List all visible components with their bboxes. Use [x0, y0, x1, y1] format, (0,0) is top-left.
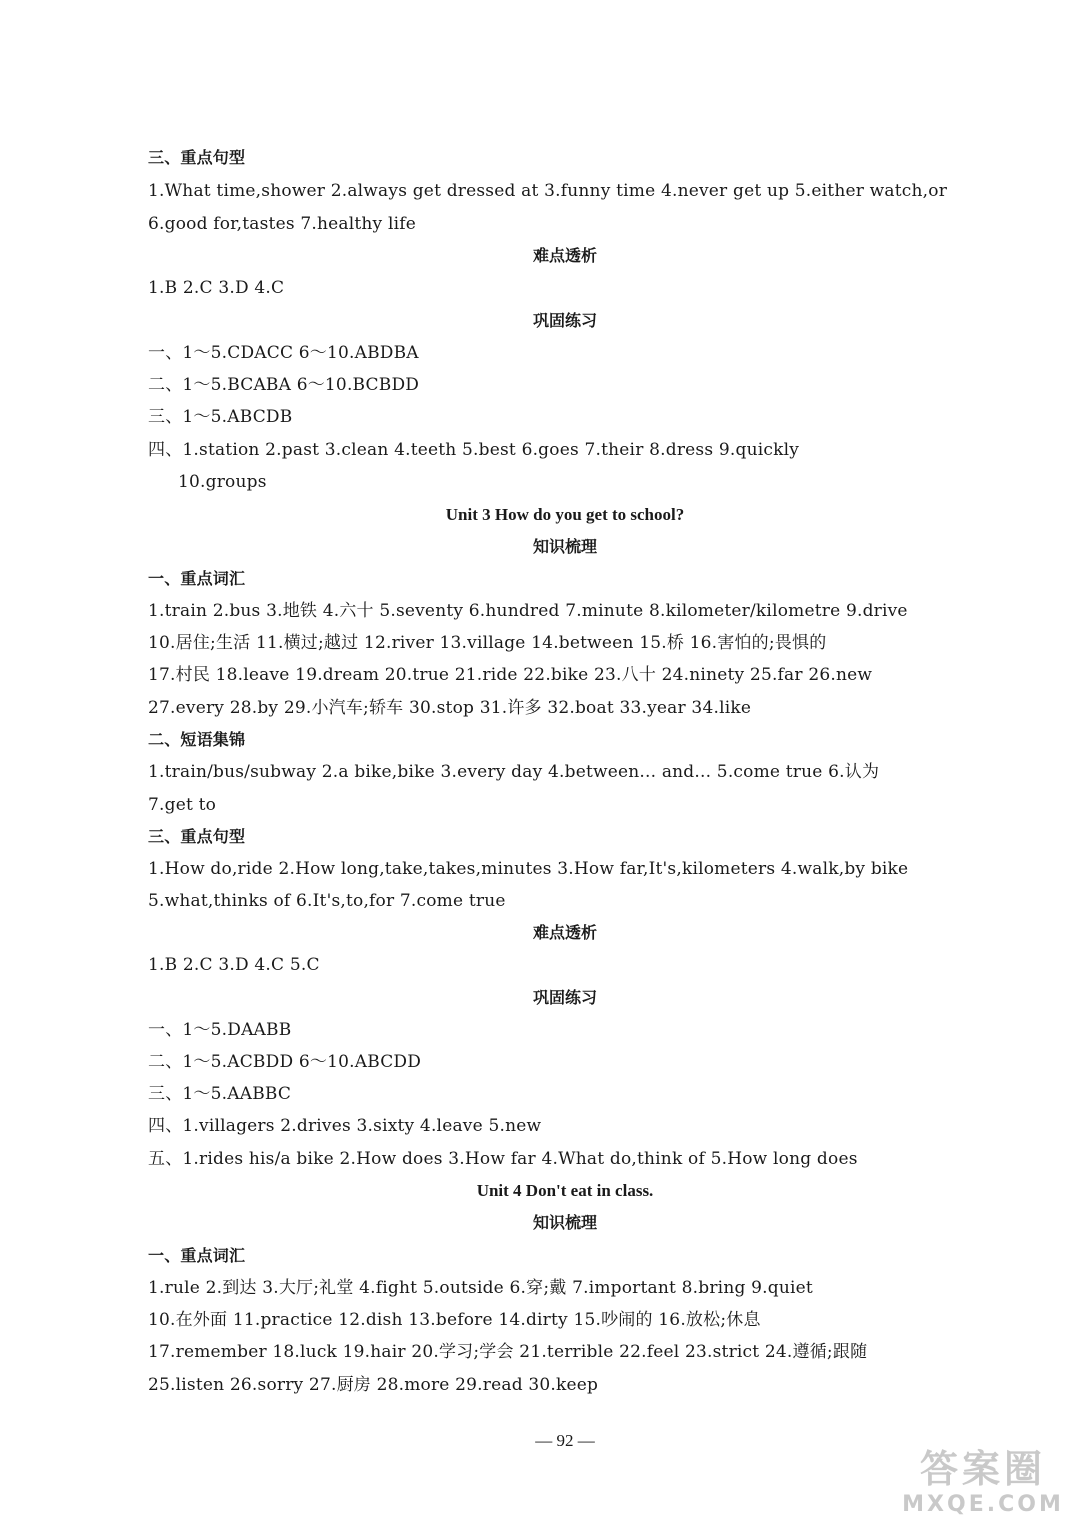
subsection-title: 难点透析: [532, 246, 597, 265]
answer-line: 6.good for,tastes 7.healthy life: [148, 214, 416, 234]
answer-line: 五、1.rides his/a bike 2.How does 3.How far 4.What do,think of 5.How long does: [148, 1149, 858, 1169]
answer-line: 四、1.station 2.past 3.clean 4.teeth 5.best 6.goes 7.their 8.dress 9.quickly: [148, 440, 800, 460]
answer-line: 二、1～5.ACBDD 6～10.ABCDD: [148, 1052, 422, 1072]
answer-line: 5.what,thinks of 6.It's,to,for 7.come true: [148, 891, 506, 911]
section-heading: 三、重点句型: [148, 827, 246, 846]
subsection-title: 巩固练习: [532, 988, 597, 1007]
answer-line: 10.在外面 11.practice 12.dish 13.before 14.dirty 15.吵闹的 16.放松;休息: [148, 1310, 761, 1330]
answer-line: 四、1.villagers 2.drives 3.sixty 4.leave 5.new: [148, 1116, 542, 1136]
watermark-logo: [888, 1446, 1078, 1530]
answer-line: 三、1～5.ABCDB: [148, 407, 293, 427]
answer-line: 1.B 2.C 3.D 4.C: [148, 278, 285, 298]
section-heading: 一、重点词汇: [148, 569, 246, 588]
answer-line: 1.B 2.C 3.D 4.C 5.C: [148, 955, 320, 975]
unit-title: Unit 4 Don't eat in class.: [476, 1181, 654, 1200]
answer-line: 二、1～5.BCABA 6～10.BCBDD: [148, 375, 420, 395]
answer-line: 25.listen 26.sorry 27.厨房 28.more 29.read 30.keep: [148, 1375, 599, 1395]
answer-line: 1.How do,ride 2.How long,take,takes,minutes 3.How far,It's,kilometers 4.walk,by bike: [148, 859, 909, 879]
answer-line: 1.What time,shower 2.always get dressed at 3.funny time 4.never get up 5.either watch,or: [148, 181, 948, 201]
subsection-title: 难点透析: [532, 923, 597, 942]
answer-line: 7.get to: [148, 795, 217, 815]
answer-line: 17.村民 18.leave 19.dream 20.true 21.ride 22.bike 23.八十 24.ninety 25.far 26.new: [148, 665, 873, 685]
answer-line: 1.train/bus/subway 2.a bike,bike 3.every day 4.between... and... 5.come true 6.认为: [148, 762, 880, 782]
answer-line: 1.rule 2.到达 3.大厅;礼堂 4.fight 5.outside 6.穿;戴 7.important 8.bring 9.quiet: [148, 1278, 813, 1298]
unit-title: Unit 3 How do you get to school?: [445, 505, 685, 524]
subsection-title: 巩固练习: [532, 311, 597, 330]
page-number: — 92 —: [535, 1431, 595, 1450]
answer-line: 10.groups: [178, 472, 267, 492]
watermark-url: MXQE.COM: [902, 1492, 1064, 1517]
section-heading: 三、重点句型: [148, 148, 246, 167]
subsection-title: 知识梳理: [532, 1213, 597, 1232]
answer-line: 一、1～5.DAABB: [148, 1020, 292, 1040]
section-heading: 一、重点词汇: [148, 1246, 246, 1265]
answer-line: 1.train 2.bus 3.地铁 4.六十 5.seventy 6.hundred 7.minute 8.kilometer/kilometre 9.drive: [148, 601, 908, 621]
answer-line: 27.every 28.by 29.小汽车;轿车 30.stop 31.许多 32.boat 33.year 34.like: [148, 698, 752, 718]
answer-line: 一、1～5.CDACC 6～10.ABDBA: [148, 343, 419, 363]
section-heading: 二、短语集锦: [148, 730, 246, 749]
subsection-title: 知识梳理: [532, 537, 597, 556]
answer-line: 10.居住;生活 11.横过;越过 12.river 13.village 14.between 15.桥 16.害怕的;畏惧的: [148, 633, 827, 653]
watermark-text: 答案圈: [919, 1447, 1046, 1491]
answer-line: 17.remember 18.luck 19.hair 20.学习;学会 21.terrible 22.feel 23.strict 24.遵循;跟随: [148, 1342, 868, 1362]
answer-line: 三、1～5.AABBC: [148, 1084, 292, 1104]
